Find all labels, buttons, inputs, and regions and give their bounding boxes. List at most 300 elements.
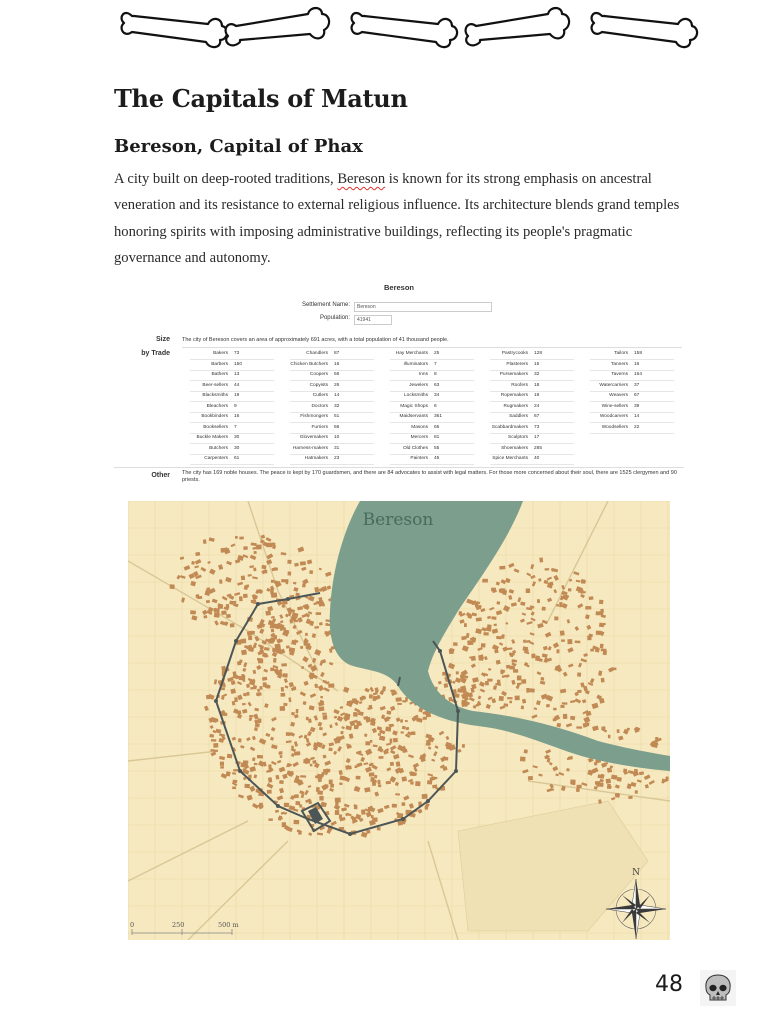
wall-tower [438,649,442,653]
trade-name: Blacksmiths [202,393,228,398]
building [505,622,508,624]
building [369,772,375,776]
trade-count: 56 [334,372,340,377]
building [402,776,407,781]
building [319,727,323,730]
trade-name: Barbers [211,361,228,367]
building [214,612,220,617]
building [599,600,604,605]
trade-row [282,455,382,463]
building [576,788,580,792]
building [390,738,393,743]
trade-count: 55 [434,445,440,451]
other-text: The city has 169 noble houses. The peace is kept by 170 guardsmen, and there are 84 advocates to assist with legal matters. For those more concerned about their soul, there are 1525 clergymen and 90 priests. [182,470,677,483]
building [254,763,258,765]
building [203,539,207,544]
section-subtitle: Bereson, Capital of Phax [114,136,363,157]
building [553,718,557,721]
building [563,714,567,719]
building [556,649,559,653]
trade-count: 30 [234,435,240,440]
building [615,793,620,798]
building [575,641,581,644]
trade-row [182,350,282,358]
trade-row [582,361,682,369]
building [523,640,526,643]
trade-name: Old Clothes [402,445,428,451]
trade-row-line [390,464,474,465]
building [364,787,370,792]
building [241,674,244,677]
building [501,635,504,639]
building [243,546,248,550]
trade-count: 37 [634,382,640,388]
building [247,692,250,696]
building [444,683,449,688]
trade-row [182,434,282,442]
building [239,537,243,540]
trade-name: Chandlers [306,351,328,356]
trade-row-line [190,464,274,465]
trade-row [482,445,582,453]
building [471,656,476,661]
building [241,575,245,580]
trade-name: Bakers [213,351,228,356]
trade-name: Fishmongers [300,414,328,419]
building [294,794,299,798]
building [377,780,380,784]
trade-row [282,434,382,442]
trade-count: 51 [334,414,340,419]
trade-name: Bookbinders [201,414,228,419]
building [213,743,218,748]
wall-tower [454,769,458,773]
building [526,589,530,594]
building [328,683,334,687]
trade-row [482,382,582,390]
building [541,677,545,681]
trade-count: 16 [634,361,640,367]
building [608,735,611,739]
wall-tower [214,699,218,703]
building [537,599,540,603]
building [251,631,254,635]
trade-row [382,424,482,432]
building [589,596,594,600]
building [464,623,467,627]
building [617,729,620,733]
building [491,588,494,592]
trade-name: Glovemakers [299,435,328,440]
trade-count: 22 [634,424,640,430]
trade-count: 150 [234,361,243,367]
building [356,721,360,725]
trade-count: 61 [234,456,240,461]
building [581,580,585,584]
trade-name: Bathers [211,372,228,377]
building [405,720,408,722]
building [453,642,458,646]
building [617,777,622,782]
building [423,717,427,720]
trade-row [582,371,682,379]
building [602,623,606,626]
building [195,552,200,556]
building [316,612,321,615]
building [577,672,581,676]
trade-row [282,361,382,369]
building [378,733,381,736]
trade-count: 7 [434,361,437,367]
trade-name: Bleachers [206,403,228,409]
building [509,701,512,704]
building [315,686,318,688]
trade-count: 10 [334,435,340,440]
by-trade-label: by Trade [141,350,170,357]
building [257,658,263,661]
wall-tower [234,639,238,643]
trade-row [482,413,582,421]
building [576,726,582,728]
trade-count: 18 [534,382,540,388]
building [529,688,535,692]
trade-count: 285 [534,445,543,451]
building [402,726,406,730]
trade-row [482,371,582,379]
building [396,761,401,766]
trade-row [382,445,482,453]
building [323,715,328,720]
trade-name: Spice Merchants [492,456,528,461]
intro-text-end: is known for its strong emphasis on ancestral veneration and its resistance to external religious influence. Its architecture blends grand temples honoring spirits with imposing administrative buildings, reflecting its people's pragmatic governance and autonomy. [114,171,680,267]
building [226,604,229,608]
trade-row [182,445,282,453]
building [249,647,254,652]
trade-row [582,413,682,421]
building [377,827,381,830]
building [267,790,272,794]
building [309,570,313,574]
building [268,777,272,783]
building [521,679,526,684]
wall-tower [348,832,352,836]
trade-count: 39 [634,403,640,409]
building [401,731,404,733]
trade-row [182,371,282,379]
building [422,794,428,799]
trade-name: Wine-sellers [601,403,628,409]
building [249,715,253,717]
trade-name: Magic Shops [400,403,428,409]
building [217,608,220,613]
building [370,740,373,743]
trade-count: 32 [334,403,340,409]
building [304,641,308,645]
building [410,781,414,785]
building [515,696,520,701]
building [366,830,370,834]
building [294,751,300,755]
trade-row [182,455,282,463]
trade-count: 63 [434,382,440,388]
building [270,638,275,643]
trade-row [582,382,682,390]
trade-row [182,382,282,390]
trade-row [282,371,382,379]
building [253,551,256,554]
divider [114,467,684,468]
building [496,636,501,639]
building [379,756,384,759]
building [606,779,611,784]
building [246,584,249,587]
trade-row [482,361,582,369]
building [601,649,607,652]
trade-count: 32 [534,372,540,377]
building [259,686,262,690]
building [318,706,324,711]
building [221,610,227,615]
trade-row [582,403,682,411]
trade-count: 73 [234,351,240,356]
building [300,775,306,778]
building [221,548,227,553]
building [309,673,314,676]
building [635,790,638,794]
building [459,611,463,615]
trade-count: 128 [534,351,543,356]
building [546,704,550,708]
wall-tower [256,602,260,606]
trade-row [282,445,382,453]
building [554,616,558,620]
building [395,793,400,795]
building [369,763,372,766]
trade-count: 18 [534,393,540,398]
building [170,584,175,588]
building [248,636,252,640]
trade-name: Watercarriers [599,382,628,388]
building [286,732,291,736]
trade-name: Tailors [614,351,628,356]
building [319,796,323,801]
building [281,579,286,583]
building [406,727,410,730]
trade-row [282,424,382,432]
building [233,769,239,771]
building [234,697,238,702]
building [553,708,556,711]
building [300,561,306,565]
trade-row [182,361,282,369]
building [402,802,406,806]
trade-count: 67 [634,393,640,398]
building [280,755,283,758]
settlement-name-field[interactable]: Bereson [354,302,492,312]
building [521,706,524,710]
trade-count: 26 [334,382,340,388]
building [206,695,211,700]
building [203,615,207,618]
building [507,697,512,699]
building [601,726,605,729]
trade-row [382,350,482,358]
building [396,697,402,701]
trade-count: 17 [534,435,540,440]
trade-count: 9 [234,403,237,409]
page-title: The Capitals of Matun [114,84,408,113]
trade-row-line [590,433,674,434]
trade-name: Saddlers [509,414,528,419]
building [220,762,224,766]
building [467,640,473,645]
trade-name: Coopers [309,372,328,377]
trade-name: Painters [410,456,428,461]
settlement-name-label: Settlement Name: [301,302,350,308]
building [500,588,505,593]
building [559,602,562,607]
page-number: 48 [655,972,683,997]
trade-row [482,403,582,411]
trade-row [282,403,382,411]
building [220,766,224,768]
building [556,604,559,606]
building [307,620,312,624]
building [227,754,233,759]
building [577,690,581,693]
building [481,643,486,647]
building [510,654,514,657]
building [499,696,504,701]
building [303,759,306,763]
building [413,772,417,776]
building [364,734,367,737]
building [237,661,241,666]
building [535,655,540,661]
trade-name: Hatmakers [304,456,328,461]
wall-tower [286,597,290,601]
trade-name: Maidservants [399,414,428,419]
wall-tower [238,769,242,773]
building [570,716,575,721]
wall-tower [401,817,405,821]
building [328,748,332,752]
building [415,781,420,786]
building [356,776,361,780]
trade-count: 361 [434,414,443,419]
building [218,605,223,609]
trade-name: Pastrycooks [501,351,528,356]
building [232,787,236,790]
building [585,606,591,609]
trade-name: Booksellers [203,424,228,430]
trade-row [282,413,382,421]
trade-row [482,455,582,463]
trade-row [482,434,582,442]
building [320,696,323,699]
trade-count: 30 [234,445,240,451]
building [513,669,518,673]
building [279,780,284,784]
building [264,647,270,651]
building [386,711,391,715]
trade-count: 15 [534,361,540,367]
building [280,706,285,711]
trade-name: Woodsellers [601,424,628,430]
building [287,571,291,575]
building [600,783,604,787]
size-text: The city of Bereson covers an area of approximately 691 acres, with a total population of 41 thousand people. [182,337,449,343]
wall-tower [276,804,280,808]
trade-row [582,350,682,358]
building [296,709,299,713]
trade-count: 73 [534,424,540,430]
building [524,749,528,753]
trade-name: Buckle Makers [196,435,228,440]
trade-name: Taverns [611,372,628,377]
building [485,681,489,685]
building [316,787,320,792]
trade-name: Copyists [309,382,328,388]
building [427,780,432,784]
trade-row [382,371,482,379]
trade-row [482,424,582,432]
building [305,633,308,636]
building [226,614,231,618]
trade-count: 23 [334,456,340,461]
building [392,804,397,808]
building [571,782,575,786]
trade-name: Harness-makers [292,445,328,451]
trade-count: 13 [234,372,240,377]
building [374,819,378,822]
building [600,644,604,649]
trade-row [282,382,382,390]
building [628,796,632,799]
trade-count: 25 [434,351,440,356]
building [397,703,402,705]
building [330,784,334,788]
building [349,765,352,769]
building [241,650,247,656]
trade-count: 24 [534,403,540,409]
building [284,803,289,807]
trade-row [282,350,382,358]
building [385,727,391,732]
building [239,596,243,601]
other-label: Other [151,472,170,479]
building [363,716,368,720]
building [281,687,284,692]
building [607,767,612,772]
settlement-name-row [234,302,350,312]
building [256,545,262,550]
size-label: Size [155,336,170,343]
city-map-canvas [128,501,670,940]
trade-count: 158 [634,351,643,356]
building [286,645,290,648]
population-field[interactable]: 41941 [354,315,392,325]
intro-paragraph [114,166,694,272]
building [265,685,269,688]
building [462,744,465,748]
trade-name: Beer-sellers [202,382,228,388]
trade-name: Carpenters [204,456,228,461]
building [248,775,251,778]
trade-name: Woodcarvers [599,414,628,419]
trade-row [382,434,482,442]
map-title: Bereson [362,510,434,530]
